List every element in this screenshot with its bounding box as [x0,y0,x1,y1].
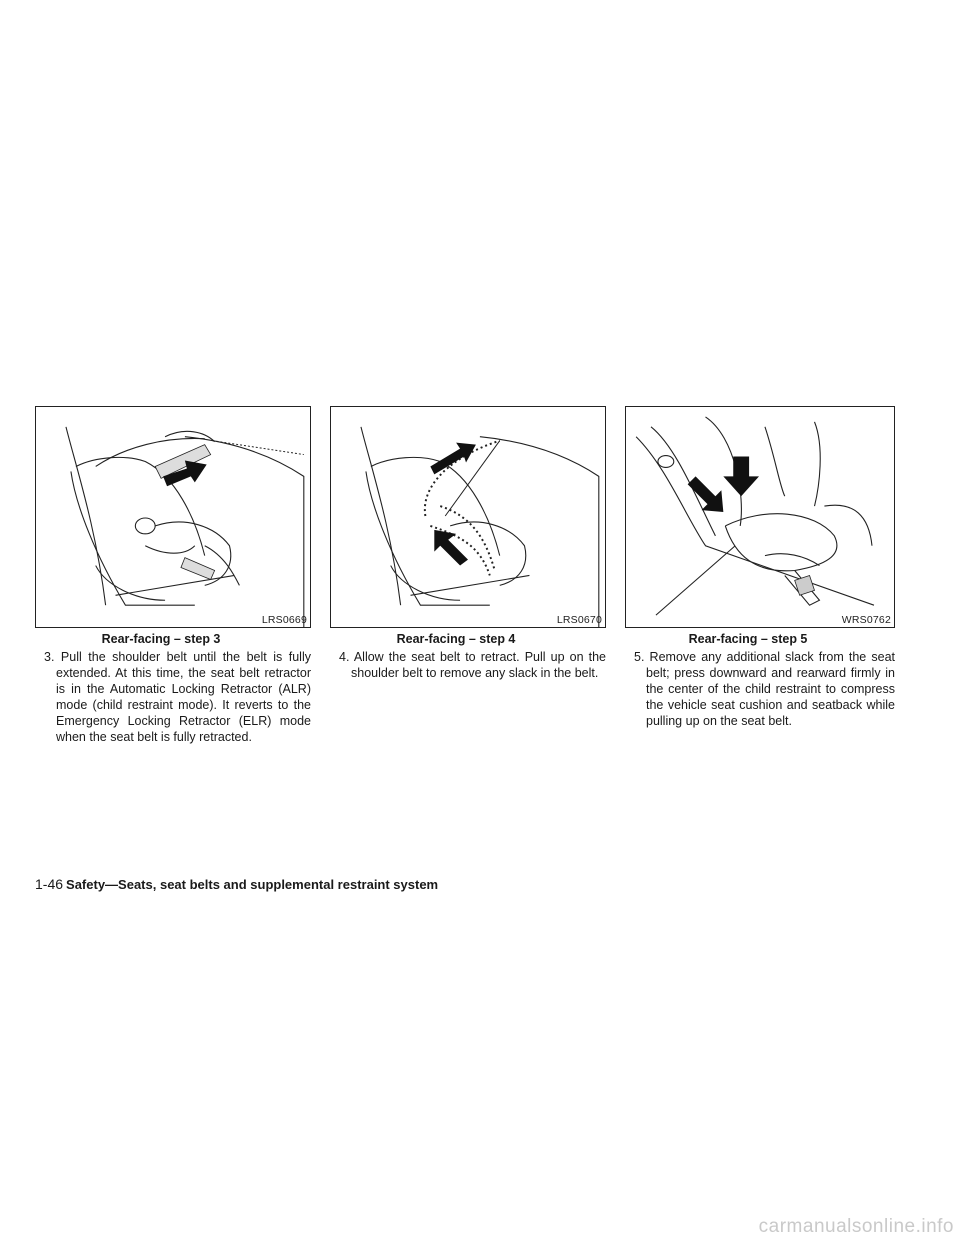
page-number: 1-46 [35,876,64,892]
column-step-5 [625,406,895,729]
figure-caption: Rear-facing – step 3 [101,632,221,646]
figure-caption: Rear-facing – step 4 [396,632,516,646]
step-text: 5. Remove any additional slack from the seat belt; press downward and rearward firmly in the center of the child restraint to compress the vehicle seat cushion and seatback while pulling up on the seat belt. [634,650,895,728]
step-text: 4. Allow the seat belt to retract. Pull up on the shoulder belt to remove any slack in the belt. [339,650,606,680]
column-step-3 [35,406,311,745]
figure-code: LRS0670 [556,614,602,626]
column-step-4 [330,406,606,681]
watermark: carmanualsonline.info [758,1216,954,1237]
figure-code: WRS0762 [841,614,891,626]
figure-caption: Rear-facing – step 5 [688,632,808,646]
illustration-step-4 [331,407,605,627]
figure-rear-facing-step-3 [35,406,311,628]
figure-rear-facing-step-5 [625,406,895,628]
illustration-step-5 [626,407,894,627]
figure-rear-facing-step-4 [330,406,606,628]
illustration-step-3 [36,407,310,627]
section-title: Safety—Seats, seat belts and supplemental restraint system [66,877,439,892]
figure-code: LRS0669 [261,614,307,626]
page-footer [35,876,438,892]
step-text: 3. Pull the shoulder belt until the belt is fully extended. At this time, the seat belt retractor is in the Automatic Locking Retractor (ALR) mode (child restraint mode). It reverts to the Emergency Locking Retractor (ELR) mode when the seat belt is fully retracted. [44,650,311,744]
